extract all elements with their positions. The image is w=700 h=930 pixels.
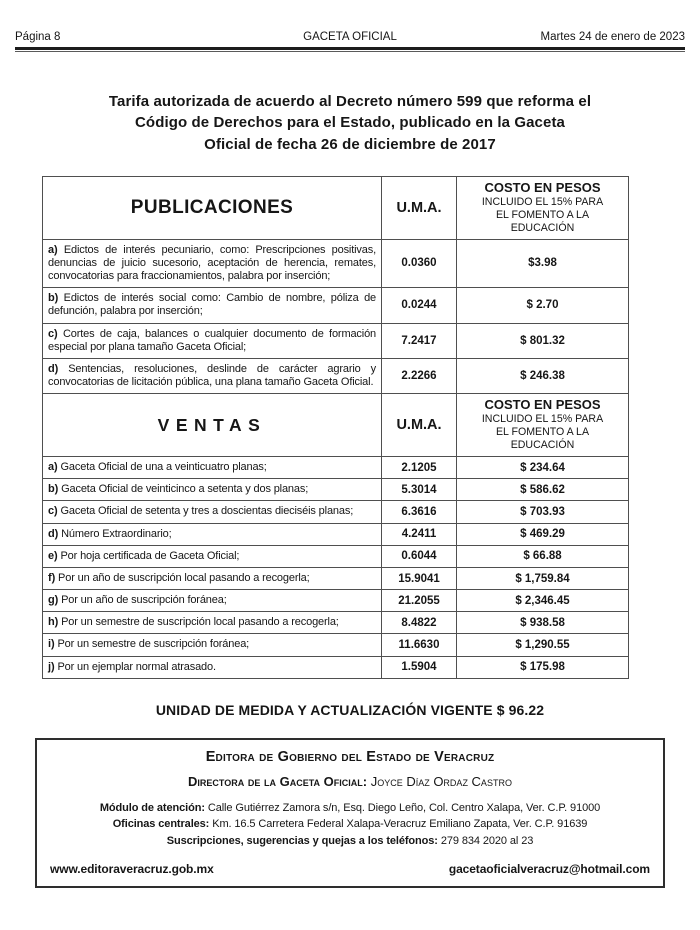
row-description: h) Por un semestre de suscripción local pasando a recogerla; [43, 612, 382, 634]
publisher-box [35, 738, 665, 889]
row-description: b) Edictos de interés social como: Cambio de nombre, póliza de defunción, palabra por inserción; [43, 288, 382, 323]
table-row [43, 634, 629, 656]
row-uma: 1.5904 [382, 656, 457, 678]
director-label: Directora de la Gaceta Oficial: [188, 773, 368, 789]
header-rule-thin [15, 51, 685, 52]
row-uma: 5.3014 [382, 479, 457, 501]
header-rule-thick [15, 47, 685, 50]
cost-header-title: COSTO EN PESOS [484, 179, 601, 195]
row-uma: 11.6630 [382, 634, 457, 656]
row-uma: 2.1205 [382, 456, 457, 478]
row-cost: $ 246.38 [457, 358, 629, 393]
issue-date: Martes 24 de enero de 2023 [540, 31, 685, 43]
contact-line: Oficinas centrales: Km. 16.5 Carretera Federal Xalapa-Veracruz Emiliano Zapata, Ver. C.P. 91639 [112, 818, 588, 831]
row-description: j) Por un ejemplar normal atrasado. [43, 656, 382, 678]
row-description: g) Por un año de suscripción foránea; [43, 590, 382, 612]
row-cost: $ 234.64 [457, 456, 629, 478]
table-row [43, 523, 629, 545]
journal-title: GACETA OFICIAL [303, 31, 397, 43]
section-title-publicaciones: PUBLICACIONES [43, 176, 382, 239]
contact-line: Suscripciones, sugerencias y quejas a los teléfonos: 279 834 2020 al 23 [166, 834, 534, 847]
publicaciones-header-row [43, 176, 629, 239]
table-row [43, 288, 629, 323]
row-uma: 8.4822 [382, 612, 457, 634]
decree-title-line: Oficial de fecha 26 de diciembre de 2017 [204, 135, 496, 153]
row-description: a) Edictos de interés pecuniario, como: Prescripciones positivas, denuncias de juicio sucesorio, aceptación de herencia, remates, convocatorias para fraccionamientos, palabra por inserción; [43, 239, 382, 288]
row-cost: $ 469.29 [457, 523, 629, 545]
table-row [43, 656, 629, 678]
director-name: Joyce Díaz Ordaz Castro [367, 773, 512, 789]
row-description: d) Número Extraordinario; [43, 523, 382, 545]
row-description: f) Por un año de suscripción local pasando a recogerla; [43, 567, 382, 589]
uma-column-header: U.M.A. [382, 176, 457, 239]
cost-header-title: COSTO EN PESOS [484, 397, 601, 413]
cost-column-header [457, 176, 629, 239]
row-cost: $ 175.98 [457, 656, 629, 678]
row-cost: $ 1,759.84 [457, 567, 629, 589]
page-number: Página 8 [15, 31, 61, 43]
row-cost: $ 703.93 [457, 501, 629, 523]
table-row [43, 501, 629, 523]
cost-column-header [457, 394, 629, 457]
publisher-name: Editora de Gobierno del Estado de Veracruz [205, 748, 495, 765]
table-row [43, 590, 629, 612]
row-cost: $ 2.70 [457, 288, 629, 323]
row-uma: 0.6044 [382, 545, 457, 567]
row-uma: 15.9041 [382, 567, 457, 589]
table-row [43, 479, 629, 501]
contact-info [50, 800, 650, 850]
ventas-header-row [43, 394, 629, 457]
row-cost: $ 66.88 [457, 545, 629, 567]
row-cost: $ 938.58 [457, 612, 629, 634]
table-row [43, 358, 629, 393]
row-cost: $3.98 [457, 239, 629, 288]
row-cost: $ 801.32 [457, 323, 629, 358]
director-line [50, 774, 650, 789]
links-row [50, 862, 650, 876]
row-cost: $ 1,290.55 [457, 634, 629, 656]
cost-header-subtitle: INCLUIDO EL 15% PARA EL FOMENTO A LA EDUCACIÓN [481, 413, 604, 452]
decree-title [50, 91, 650, 155]
table-row [43, 545, 629, 567]
row-uma: 0.0360 [382, 239, 457, 288]
row-description: e) Por hoja certificada de Gaceta Oficial; [43, 545, 382, 567]
table-row [43, 567, 629, 589]
email-text: gacetaoficialveracruz@hotmail.com [448, 862, 650, 877]
decree-title-line: Código de Derechos para el Estado, publicado en la Gaceta [135, 114, 565, 132]
row-uma: 4.2411 [382, 523, 457, 545]
cost-header-subtitle: INCLUIDO EL 15% PARA EL FOMENTO A LA EDUCACIÓN [481, 195, 604, 234]
contact-line: Módulo de atención: Calle Gutiérrez Zamora s/n, Esq. Diego Leño, Col. Centro Xalapa, Ver. C.P. 91000 [99, 801, 601, 814]
unidad-medida-line: UNIDAD DE MEDIDA Y ACTUALIZACIÓN VIGENTE $ 96.22 [155, 701, 545, 718]
row-uma: 0.0244 [382, 288, 457, 323]
table-row [43, 323, 629, 358]
row-uma: 6.3616 [382, 501, 457, 523]
row-uma: 7.2417 [382, 323, 457, 358]
row-description: b) Gaceta Oficial de veinticinco a setenta y dos planas; [43, 479, 382, 501]
row-cost: $ 2,346.45 [457, 590, 629, 612]
row-cost: $ 586.62 [457, 479, 629, 501]
table-row [43, 239, 629, 288]
website-text: www.editoraveracruz.gob.mx [50, 862, 214, 877]
row-description: c) Gaceta Oficial de setenta y tres a doscientas dieciséis planas; [43, 501, 382, 523]
row-uma: 21.2055 [382, 590, 457, 612]
row-description: a) Gaceta Oficial de una a veinticuatro planas; [43, 456, 382, 478]
table-row [43, 456, 629, 478]
row-description: c) Cortes de caja, balances o cualquier documento de formación especial por plana tamaño Gaceta Oficial; [43, 323, 382, 358]
section-title-ventas: VENTAS [43, 394, 382, 457]
table-row [43, 612, 629, 634]
page-header [15, 0, 685, 43]
uma-column-header: U.M.A. [382, 394, 457, 457]
row-description: i) Por un semestre de suscripción foránea; [43, 634, 382, 656]
tariff-table [42, 176, 629, 679]
row-uma: 2.2266 [382, 358, 457, 393]
row-description: d) Sentencias, resoluciones, deslinde de carácter agrario y convocatorias de licitación pública, una plana tamaño Gaceta Oficial. [43, 358, 382, 393]
decree-title-line: Tarifa autorizada de acuerdo al Decreto número 599 que reforma el [108, 93, 592, 110]
